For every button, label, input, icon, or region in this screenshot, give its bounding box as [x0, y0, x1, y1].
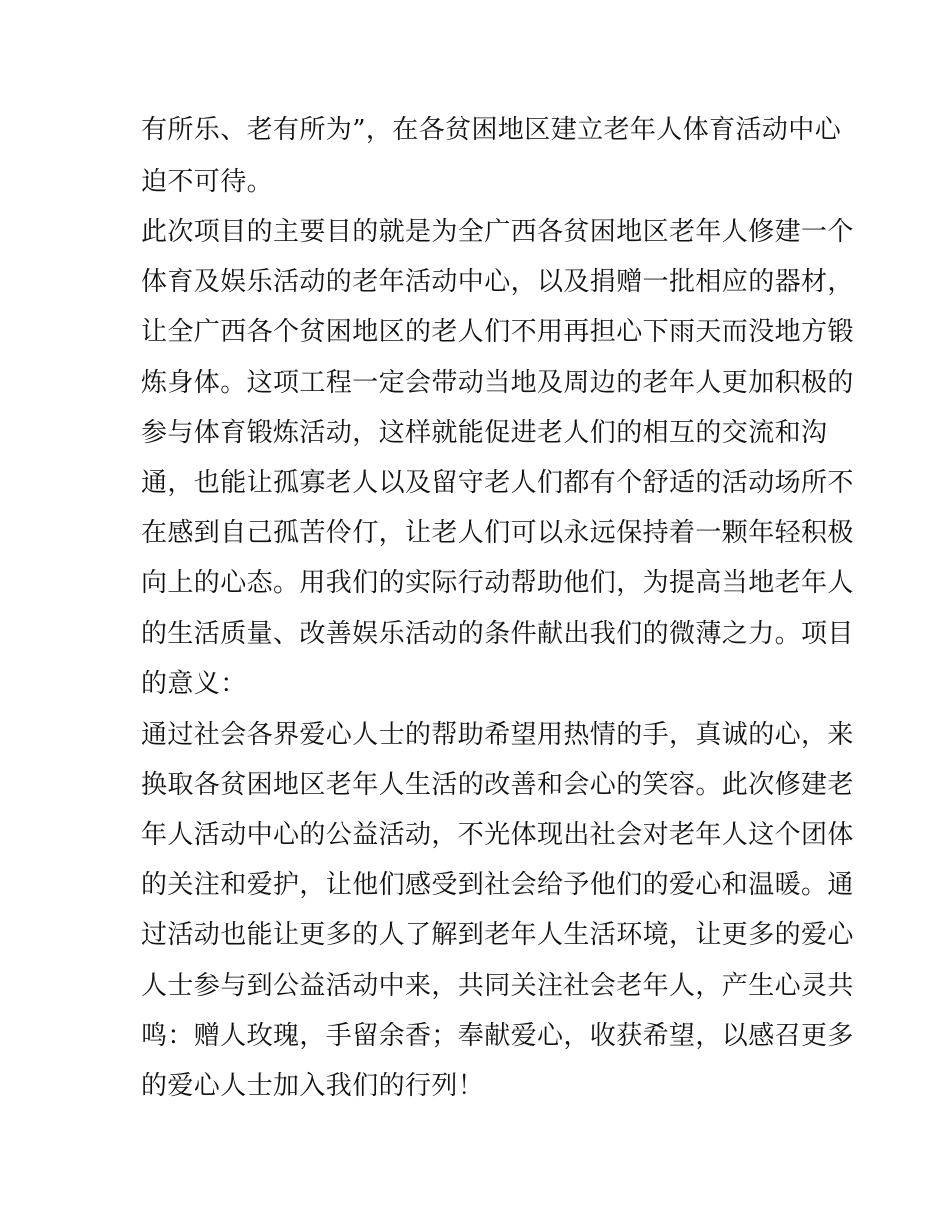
- text-line: 鸣：赠人玫瑰，手留余香；奉献爱心，收获希望，以感召更多: [141, 1021, 854, 1051]
- text-line: 通，也能让孤寡老人以及留守老人们都有个舒适的活动场所不: [141, 468, 854, 498]
- text-line: 年人活动中心的公益活动，不光体现出社会对老年人这个团体: [141, 820, 854, 850]
- text-line: 的生活质量、改善娱乐活动的条件献出我们的微薄之力。项目: [141, 619, 854, 649]
- text-line: 通过社会各界爱心人士的帮助希望用热情的手，真诚的心，来: [141, 720, 854, 750]
- text-line: 的爱心人士加入我们的行列！: [141, 1071, 485, 1101]
- text-line: 的关注和爱护，让他们感受到社会给予他们的爱心和温暖。通: [141, 870, 854, 900]
- text-line: 过活动也能让更多的人了解到老年人生活环境，让更多的爱心: [141, 920, 854, 950]
- text-line: 的意义：: [141, 669, 247, 699]
- text-line: 此次项目的主要目的就是为全广西各贫困地区老年人修建一个: [141, 217, 854, 247]
- text-line: 炼身体。这项工程一定会带动当地及周边的老年人更加积极的: [141, 368, 854, 398]
- text-line: 在感到自己孤苦伶仃，让老人们可以永远保持着一颗年轻积极: [141, 518, 854, 548]
- text-line: 换取各贫困地区老年人生活的改善和会心的笑容。此次修建老: [141, 770, 854, 800]
- text-line: 参与体育锻炼活动，这样就能促进老人们的相互的交流和沟: [141, 418, 828, 448]
- text-line: 让全广西各个贫困地区的老人们不用再担心下雨天而没地方锻: [141, 317, 854, 347]
- text-line: 向上的心态。用我们的实际行动帮助他们，为提高当地老年人: [141, 568, 854, 598]
- text-line: 迫不可待。: [141, 167, 274, 197]
- text-line: 有所乐、老有所为”，在各贫困地区建立老年人体育活动中心: [141, 115, 842, 145]
- text-line: 体育及娱乐活动的老年活动中心，以及捐赠一批相应的器材，: [141, 267, 854, 297]
- text-line: 人士参与到公益活动中来，共同关注社会老年人，产生心灵共: [141, 971, 854, 1001]
